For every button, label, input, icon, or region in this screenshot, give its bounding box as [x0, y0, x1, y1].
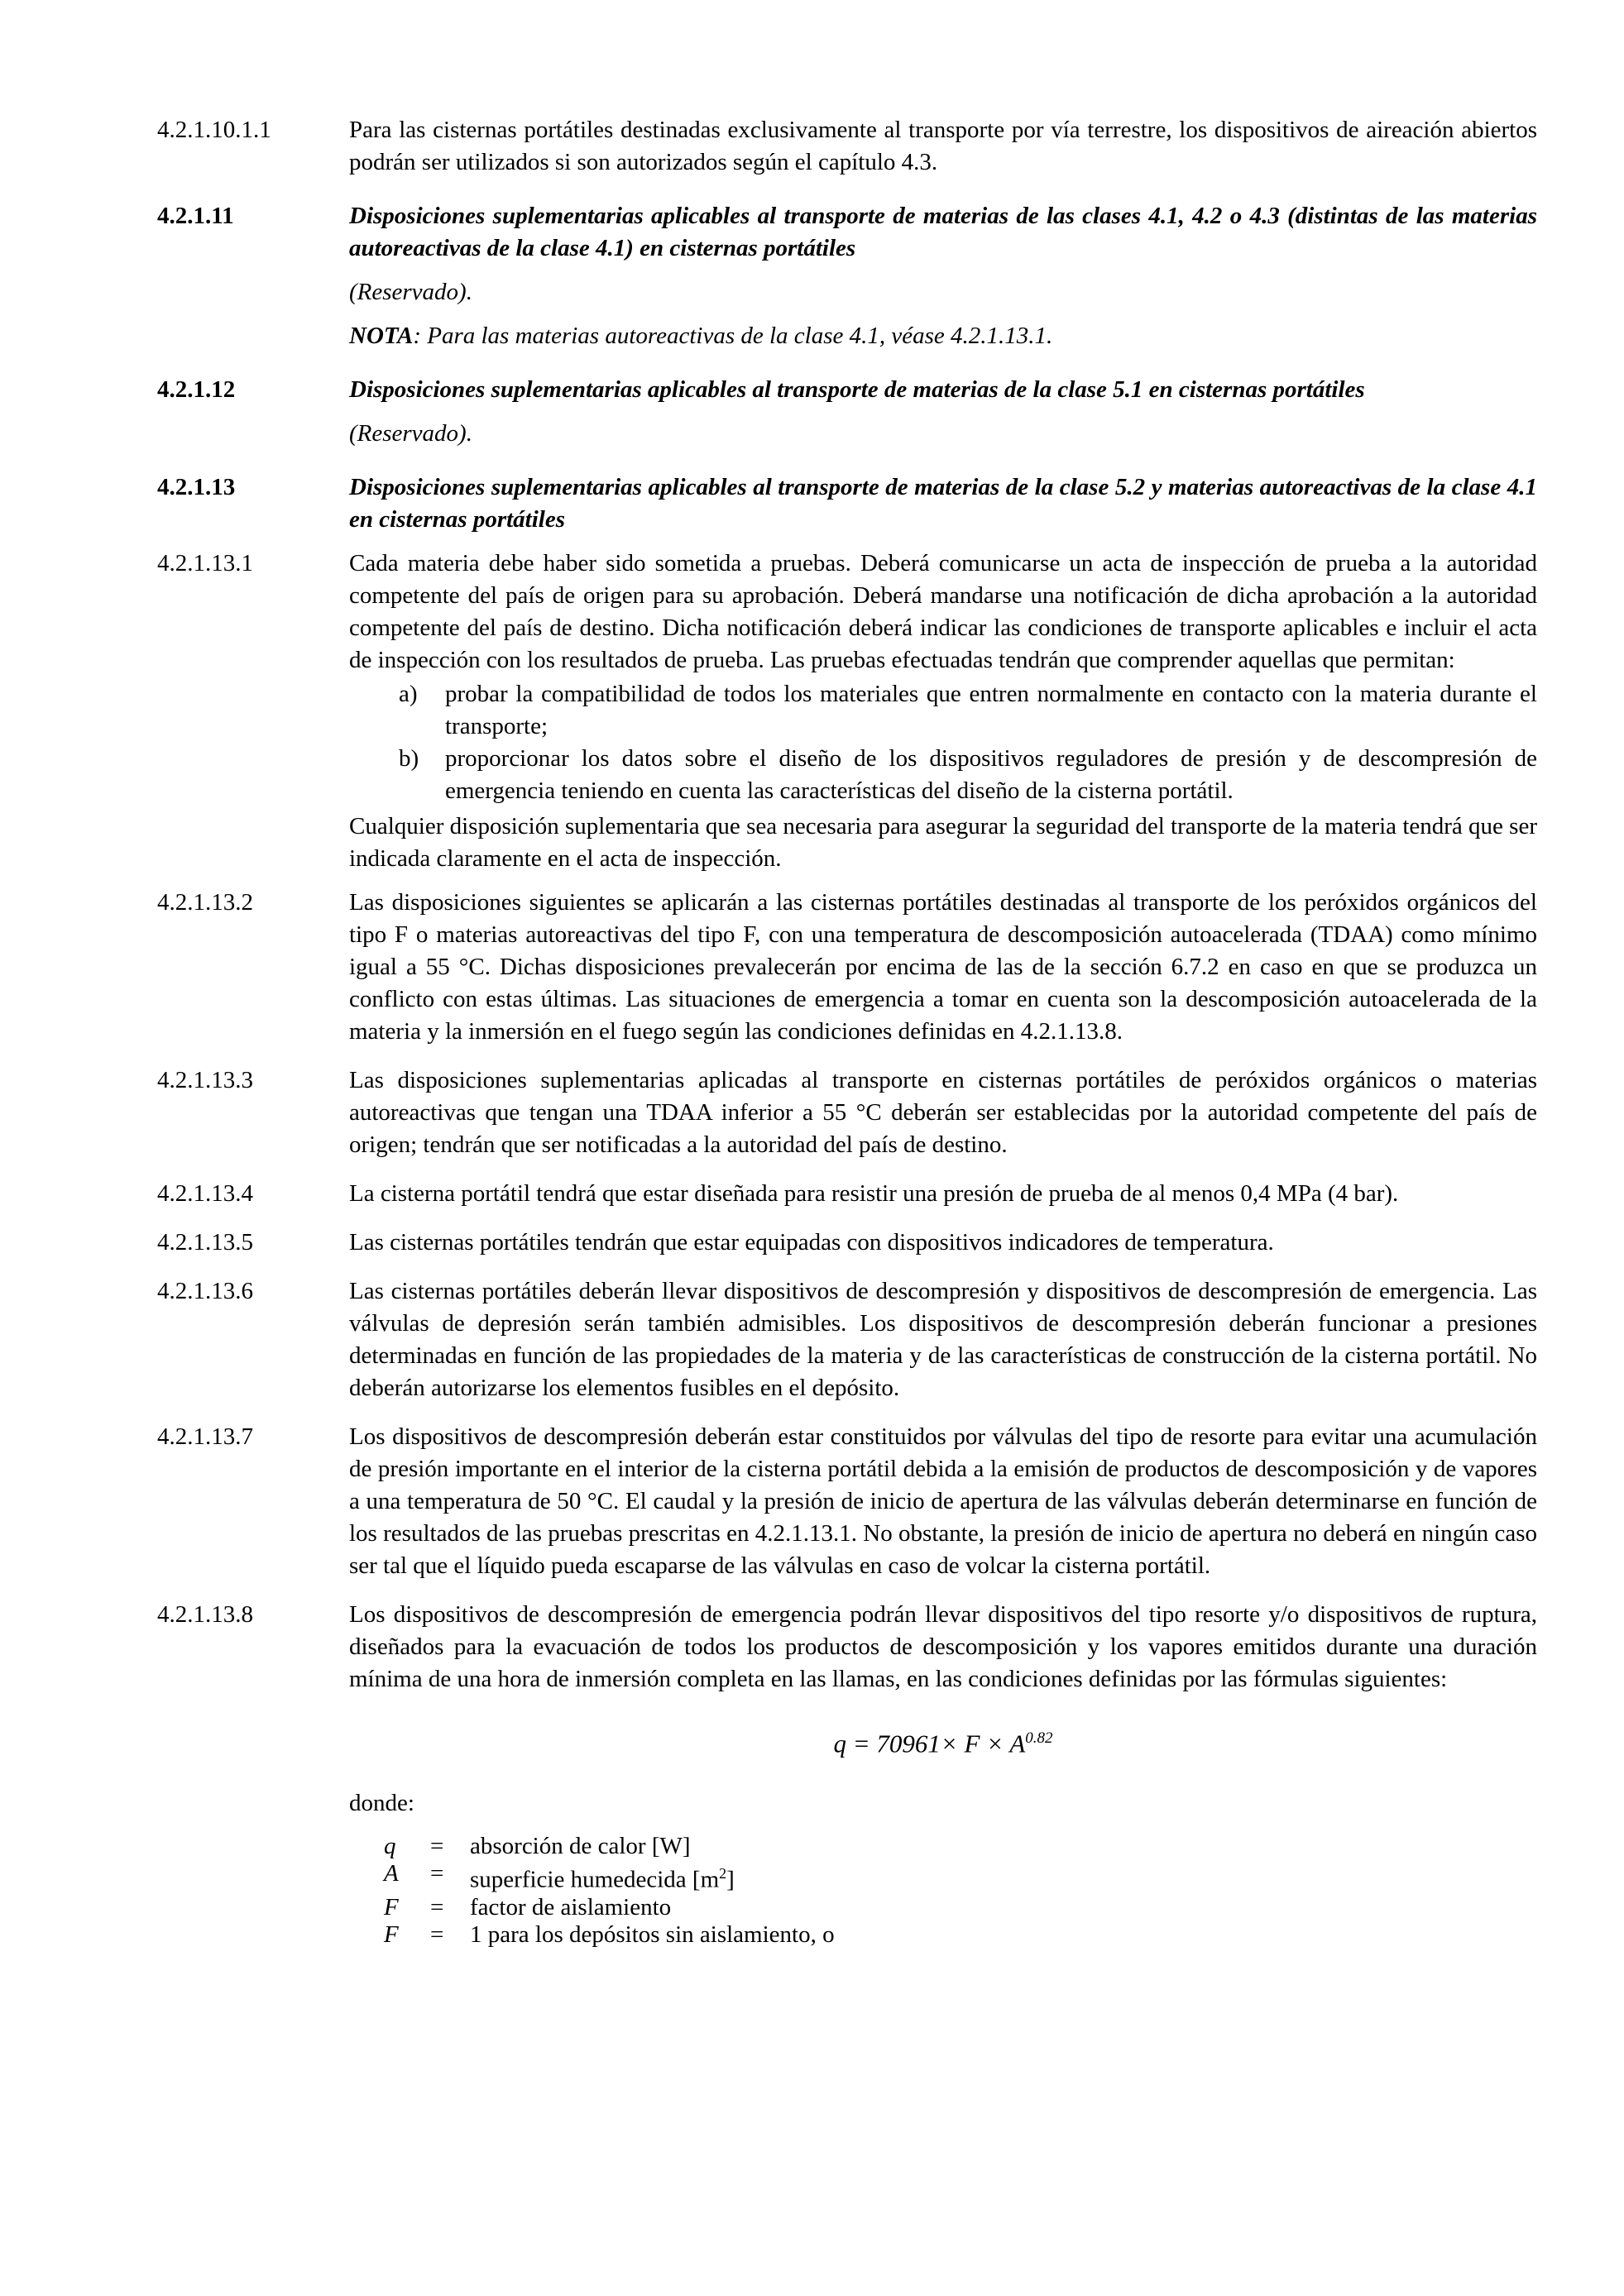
paragraph: La cisterna portátil tendrá que estar diseñada para resistir una presión de prueba de al menos 0,4 MPa (4 bar).: [349, 1180, 1399, 1207]
formula-expression: q = 70961× F × A: [833, 1729, 1026, 1758]
section-4-2-1-11: [157, 200, 1537, 352]
where-label: donde:: [349, 1790, 414, 1817]
paragraph: Para las cisternas portátiles destinadas exclusivamente al transporte por vía terrestre, los dispositivos de aireación abiertos podrán ser utilizados si son autorizados según el capítulo 4.3.: [349, 117, 1537, 175]
section-number: 4.2.1.11: [157, 203, 234, 229]
paragraph: Las disposiciones suplementarias aplicadas al transporte en cisternas portátiles de peróxidos orgánicos o materias autoreactivas que tengan una TDAA inferior a 55 °C deberán ser establecidas por la autoridad competente del país de origen; tendrán que ser notificadas a la autoridad del país de destino.: [349, 1067, 1537, 1158]
section-4-2-1-13: [157, 471, 1537, 536]
section-4-2-1-13-6: [157, 1275, 1537, 1404]
section-number: 4.2.1.13.3: [157, 1067, 253, 1093]
variable-definition-text: superficie humedecida [m: [470, 1866, 720, 1893]
list-item: [349, 678, 1537, 743]
section-number: 4.2.1.13: [157, 474, 236, 500]
section-4-2-1-13-1: [157, 548, 1537, 875]
variable-row: [349, 1894, 1537, 1921]
section-number: 4.2.1.13.8: [157, 1601, 253, 1628]
section-number: 4.2.1.13.5: [157, 1229, 253, 1256]
note-text: : Para las materias autoreactivas de la clase 4.1, véase 4.2.1.13.1.: [413, 323, 1053, 349]
paragraph: Las cisternas portátiles tendrán que estar equipadas con dispositivos indicadores de temperatura.: [349, 1229, 1274, 1256]
section-title: Disposiciones suplementarias aplicables al transporte de materias de las clases 4.1, 4.2 o 4.3 (distintas de las materias autoreactivas de la clase 4.1) en cisternas portátiles: [349, 203, 1537, 261]
item-list: [349, 678, 1537, 807]
paragraph: Las cisternas portátiles deberán llevar dispositivos de descompresión y dispositivos de descompresión de emergencia. Las válvulas de depresión serán también admisibles. Los dispositivos de descompresión deberán funcionar a presiones determinadas en función de las propiedades de la materia y de las características de construcción de la cisterna portátil. No deberán autorizarse los elementos fusibles en el depósito.: [349, 1278, 1537, 1401]
section-number: 4.2.1.13.4: [157, 1180, 253, 1207]
paragraph: Los dispositivos de descompresión de emergencia podrán llevar dispositivos del tipo resorte y/o dispositivos de ruptura, diseñados para la evacuación de todos los productos de descomposición y los vapores emitidos durante una duración mínima de una hora de inmersión completa en las llamas, en las condiciones definidas por las fórmulas siguientes:: [349, 1601, 1537, 1692]
variable-row: [349, 1921, 1537, 1949]
paragraph: Cualquier disposición suplementaria que sea necesaria para asegurar la seguridad del transporte de la materia tendrá que ser indicada claramente en el acta de inspección.: [349, 813, 1537, 872]
variable-definition: absorción de calor [W]: [470, 1833, 691, 1860]
section-4-2-1-13-5: [157, 1227, 1537, 1259]
formula: [349, 1722, 1537, 1759]
section-number: 4.2.1.12: [157, 376, 236, 403]
variable-symbol: A: [384, 1860, 399, 1887]
note: [349, 320, 1537, 352]
formula-exponent: 0.82: [1025, 1729, 1053, 1747]
equals-sign: =: [430, 1860, 444, 1887]
section-4-2-1-13-2: [157, 887, 1537, 1048]
variable-symbol: F: [384, 1893, 399, 1921]
section-number: 4.2.1.13.6: [157, 1278, 253, 1304]
paragraph: Cada materia debe haber sido sometida a pruebas. Deberá comunicarse un acta de inspección de prueba a la autoridad competente del país de origen para su aprobación. Deberá mandarse una notificación de dicha aprobación a la autoridad competente del país de destino. Dicha notificación deberá indicar las condiciones de transporte aplicables e incluir el acta de inspección con los resultados de prueba. Las pruebas efectuadas tendrán que comprender aquellas que permitan:: [349, 550, 1537, 673]
list-item-text: proporcionar los datos sobre el diseño de los dispositivos reguladores de presión y de descompresión de emergencia teniendo en cuenta las características del diseño de la cisterna portátil.: [445, 745, 1537, 804]
reserved-text: (Reservado).: [349, 279, 472, 305]
variable-symbol: q: [384, 1833, 396, 1860]
reserved-text: (Reservado).: [349, 420, 472, 447]
unit-exponent: 2: [719, 1865, 727, 1882]
section-4-2-1-12: [157, 374, 1537, 450]
section-title: Disposiciones suplementarias aplicables al transporte de materias de la clase 5.1 en cisternas portátiles: [349, 376, 1365, 403]
section-number: 4.2.1.13.1: [157, 550, 253, 576]
section-4-2-1-13-8: [157, 1599, 1537, 1949]
variable-list: [349, 1833, 1537, 1949]
list-item-text: probar la compatibilidad de todos los materiales que entren normalmente en contacto con la materia durante el transporte;: [445, 681, 1537, 739]
section-title: Disposiciones suplementarias aplicables al transporte de materias de la clase 5.2 y materias autoreactivas de la clase 4.1 en cisternas portátiles: [349, 474, 1537, 533]
section-number: 4.2.1.10.1.1: [157, 117, 271, 143]
section-4-2-1-10-1-1: [157, 114, 1537, 179]
document-page: [157, 114, 1537, 1949]
paragraph: Las disposiciones siguientes se aplicarán a las cisternas portátiles destinadas al transporte de los peróxidos orgánicos del tipo F o materias autoreactivas del tipo F, con una temperatura de descomposición autoacelerada (TDAA) como mínimo igual a 55 °C. Dichas disposiciones prevalecerán por encima de las de la sección 6.7.2 en caso en que se produzca un conflicto con estas últimas. Las situaciones de emergencia a tomar en cuenta son la descomposición autoacelerada de la materia y la inmersión en el fuego según las condiciones definidas en 4.2.1.13.8.: [349, 889, 1537, 1045]
paragraph: Los dispositivos de descompresión deberán estar constituidos por válvulas del tipo de resorte para evitar una acumulación de presión importante en el interior de la cisterna portátil debida a la emisión de productos de descomposición y de vapores a una temperatura de 50 °C. El caudal y la presión de inicio de apertura de las válvulas deberán determinarse en función de los resultados de las pruebas prescritas en 4.2.1.13.1. No obstante, la presión de inicio de apertura no deberá en ningún caso ser tal que el líquido pueda escaparse de las válvulas en caso de volcar la cisterna portátil.: [349, 1423, 1537, 1579]
variable-definition: [470, 1860, 1537, 1894]
equals-sign: =: [430, 1833, 444, 1860]
equals-sign: =: [430, 1921, 444, 1948]
list-marker: b): [399, 745, 419, 772]
section-number: 4.2.1.13.7: [157, 1423, 253, 1450]
section-4-2-1-13-3: [157, 1064, 1537, 1161]
section-4-2-1-13-7: [157, 1421, 1537, 1582]
variable-symbol: F: [384, 1921, 399, 1948]
variable-definition-tail: ]: [726, 1866, 735, 1893]
list-marker: a): [399, 681, 418, 707]
equals-sign: =: [430, 1893, 444, 1921]
note-label: NOTA: [349, 323, 414, 349]
section-number: 4.2.1.13.2: [157, 889, 253, 916]
variable-definition: factor de aislamiento: [470, 1893, 672, 1921]
section-4-2-1-13-4: [157, 1178, 1537, 1210]
variable-row: [349, 1833, 1537, 1860]
variable-definition: 1 para los depósitos sin aislamiento, o: [470, 1921, 835, 1948]
variable-row: [349, 1860, 1537, 1894]
list-item: [349, 743, 1537, 807]
